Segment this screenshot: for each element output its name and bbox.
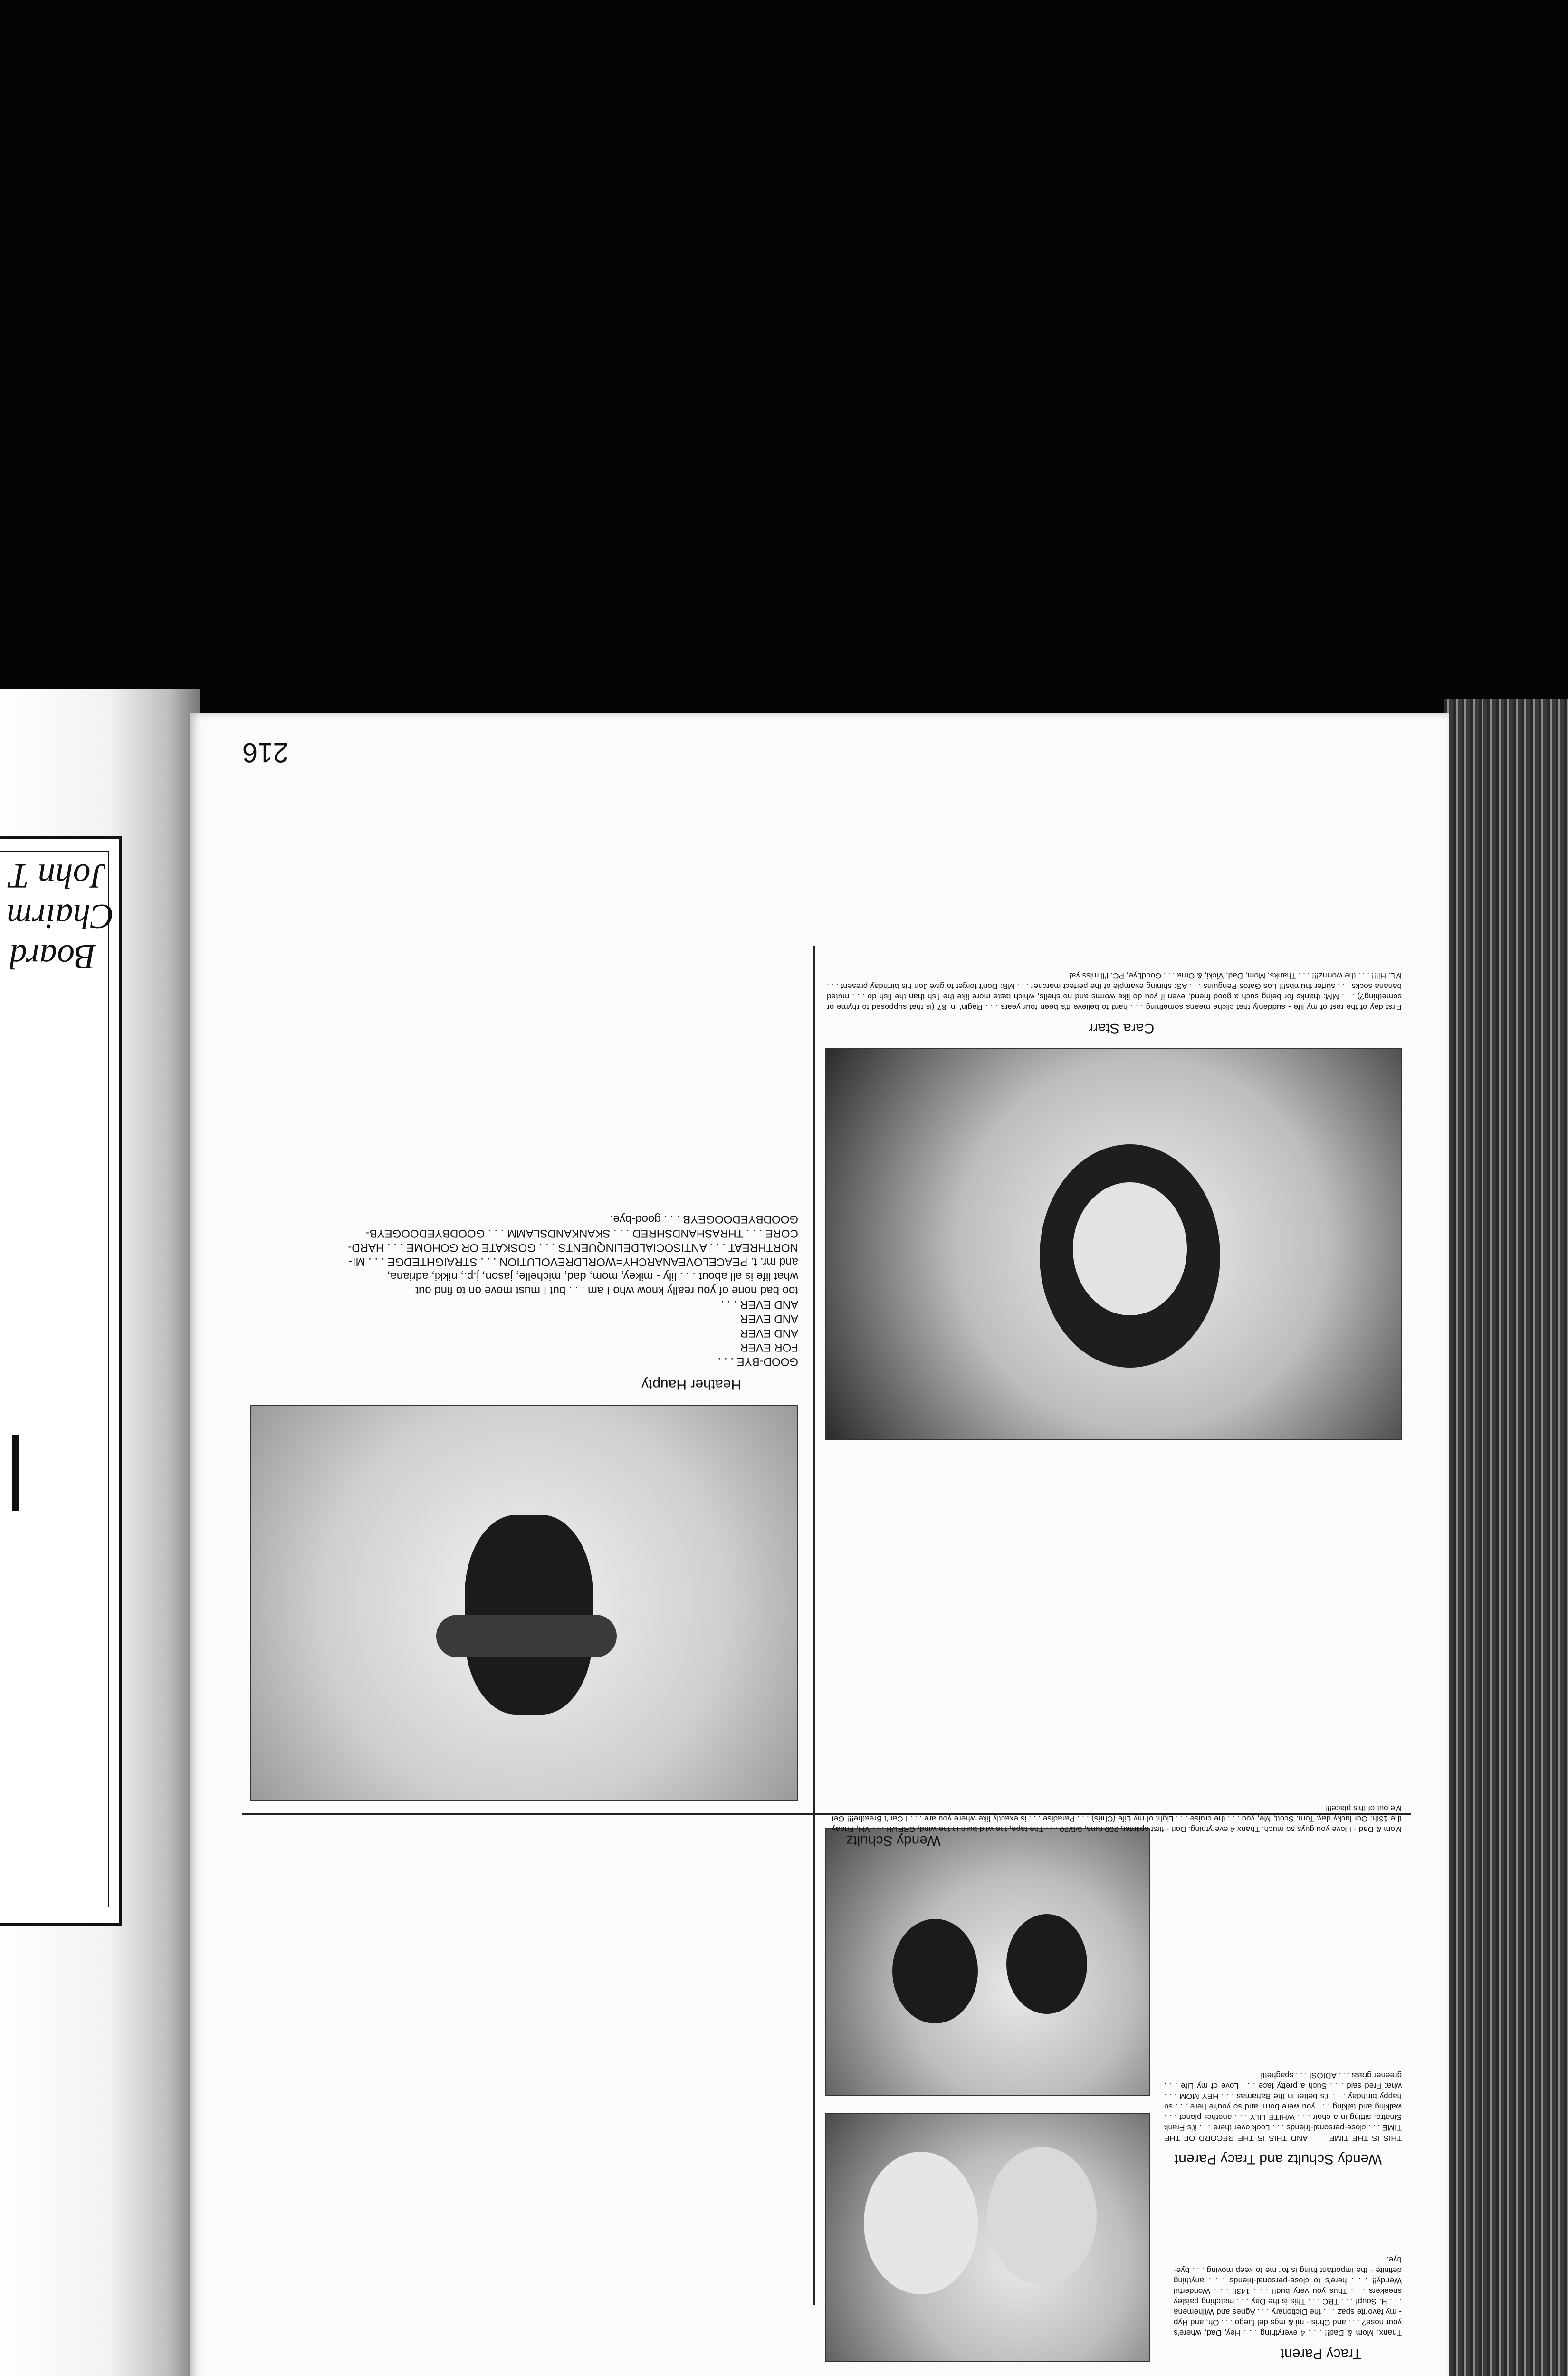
wendy-schultz-message: Mom & Dad - I love you guys so much. Thanx 4 everything. Dori - first splinter, 200 runs, 5/5/20 . . . The tape, the wild burn in the wind, CRRUH . . . VH, Friday the 13th. Our lucky day. Tom: Scott, Me; you . . . the cruise . . . Light of my Life (Chris) . . . Paradise . . . is exactly like where you are . . . I Can't Breathe!!! Get Me out of this place!!! bbox=[832, 1804, 1402, 1834]
book-page-edges bbox=[1444, 699, 1568, 2376]
message-line: FOR EVER bbox=[740, 1341, 798, 1354]
heading-line: Board bbox=[10, 937, 96, 977]
message-line: AND EVER bbox=[740, 1327, 798, 1340]
scanner-background bbox=[0, 0, 1568, 722]
tracy-parent-name: Tracy Parent bbox=[1280, 2346, 1362, 2362]
heather-haupty-message bbox=[252, 1212, 798, 1369]
heather-haupty-photo bbox=[250, 1405, 798, 1801]
wendy-schultz-photo bbox=[825, 1828, 1150, 2096]
heading-line: Chairm bbox=[6, 897, 114, 936]
heading-line: John T bbox=[10, 856, 106, 896]
photo-figure bbox=[987, 2147, 1097, 2285]
left-page-rule bbox=[12, 1435, 19, 1511]
wendy-tracy-message: THIS IS THE TIME . . . AND THIS IS THE RECORD OF THE TIME . . . close-personal-friends . . . Look over there . . . it's Frank Sinatra, sitting in a chair . . . WHITE LILY . . . another planet . . . walking and talking . . . you were born, and so you're here . . . so happy birthday . . . it's better in the Bahamas . . . HEY MOM . . . what Fred said . . . Such a pretty face . . . Love of my Life . . . greener grass . . . ADIOS! . . . spaghetti bbox=[1164, 2071, 1402, 2143]
cara-starr-name: Cara Starr bbox=[1088, 1020, 1155, 1036]
photo-figure bbox=[864, 2152, 978, 2294]
photo-figure bbox=[1006, 1914, 1087, 2014]
message-line: CORE . . . THRASHANDSHRED . . . SKANKANDSLAMM . . . GOODBYEDOOGEYB- bbox=[365, 1227, 798, 1240]
message-line: AND EVER bbox=[740, 1313, 798, 1325]
photo-figure-face bbox=[1073, 1182, 1187, 1315]
heather-haupty-name: Heather Haupty bbox=[641, 1377, 742, 1392]
left-page-heading bbox=[6, 855, 114, 1140]
wendy-tracy-name: Wendy Schultz and Tracy Parent bbox=[1174, 2151, 1382, 2167]
message-line: GOOD-BYE . . . bbox=[717, 1355, 798, 1368]
message-line: too bad none of you really know who I am . . . but I must move on to find out bbox=[415, 1284, 798, 1297]
message-line: AND EVER . . . bbox=[721, 1298, 798, 1311]
message-line: NORTHREAT . . . ANTISOCIALDELINQUENTS . . . GOSKATE OR GOHOME . . . HARD- bbox=[348, 1241, 798, 1254]
cara-starr-message: First day of the rest of my life - suddenly that cliche means something . . . hard to believe it's been four years . . . Ragin' in '87 (is that supposed to rhyme or something?) . . . MM: thanks for being such a good friend, even if you do like worms and no shells, which taste more like the fish than the fish do . . . muted banana socks . . . surfer thumbs!!! Los Gatos Penguins . . . AS: shining example of the perfect marcher . . . MB: Don't forget to give Jon his birthday present . . . ML: Hi!!! . . . the wormz!!! . . . Thanks, Mom, Dad, Vicki, & Oma . . . Goodbye, PC. I'll miss ya! bbox=[827, 971, 1402, 1012]
photo-skateboard bbox=[436, 1615, 617, 1657]
senior-page-content bbox=[223, 727, 1430, 2376]
wendy-schultz-name: Wendy Schultz bbox=[846, 1833, 941, 1849]
wendy-tracy-photo bbox=[825, 2113, 1150, 2362]
message-line: what life is all about . . . lily - mikey, mom, dad, michelle, jason, j.p., nikki, adriana, bbox=[387, 1270, 798, 1283]
message-line: GOODBYEDOOGEYB . . . good-bye. bbox=[610, 1213, 798, 1226]
senior-page bbox=[223, 727, 1430, 2376]
vertical-divider bbox=[813, 946, 815, 2305]
tracy-parent-message: Thanx, Mom & Dad!! . . . 4 everything . . . Hey, Dad, where's your nose? . . . and Chris - mi & mgs del fuego . . . Oh, and Hyp - my favorite spaz . . . the Dictionary . . . Agnes and Wilhemena . . . H. Soup! . . . TBC . . . This is the Day . . . matching paisley sneakers . . . Thus you very bud!! . . . 143!! . . . Wonderful Wendy!! . . . here's to close-personal-friends . . . anything definite - the important thing is for me to keep moving . . . bye-bye. bbox=[1174, 2255, 1402, 2338]
cara-starr-photo bbox=[825, 1048, 1402, 1440]
message-line: and mr. t. PEACELOVEANARCHY=WORLDREVOLUTION . . . STRAIGHTEDGE . . . MI- bbox=[348, 1255, 798, 1268]
photo-figure bbox=[892, 1919, 978, 2023]
page-number: 216 bbox=[242, 737, 288, 768]
